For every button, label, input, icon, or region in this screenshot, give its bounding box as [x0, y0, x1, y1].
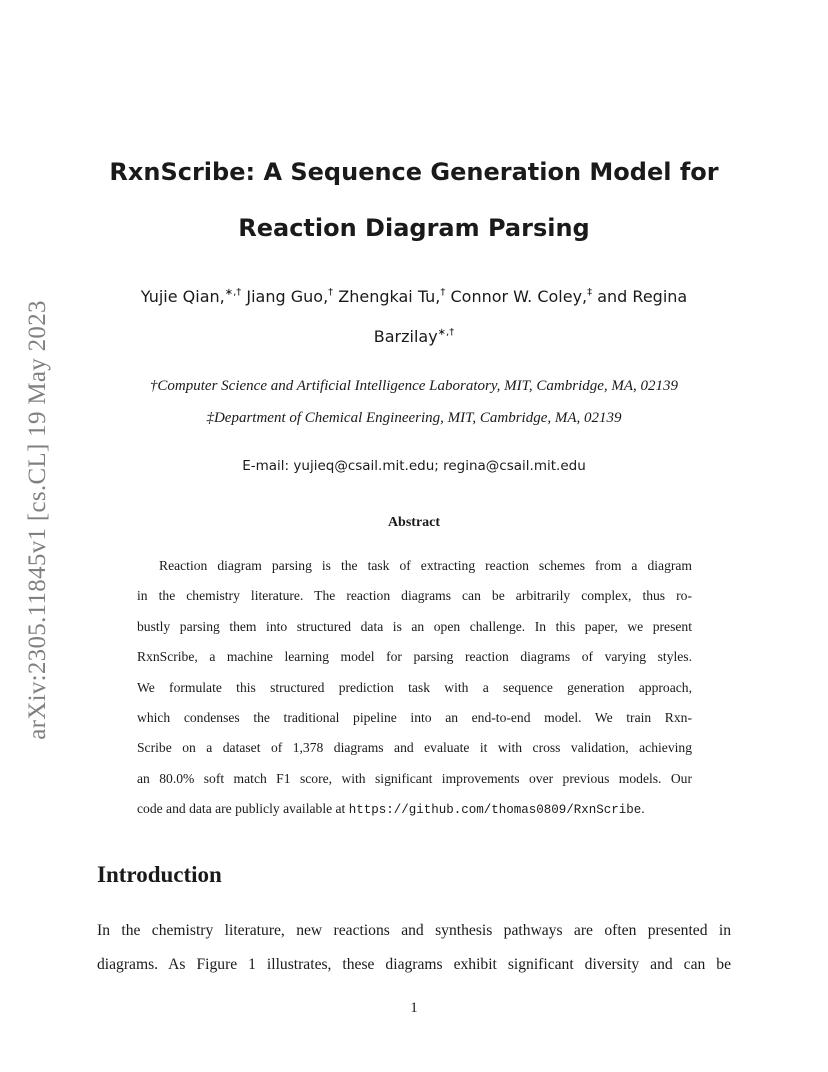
author-name: Jiang Guo, [246, 287, 329, 306]
arxiv-identifier-text: arXiv:2305.11845v1 [cs.CL] 19 May 2023 [24, 300, 51, 740]
repository-link[interactable]: https://github.com/thomas0809/RxnScribe [348, 803, 642, 818]
page-number: 1 [410, 1000, 418, 1016]
author-name: and Regina [597, 287, 688, 306]
abstract-heading: Abstract [387, 515, 441, 530]
author-affiliation-marks: ∗,† [437, 326, 455, 338]
introduction-line: In the chemistry literature, new reactions and synthesis pathways are often presented in [97, 922, 731, 939]
abstract-line: an 80.0% soft match F1 score, with significant improvements over previous models. Our [137, 770, 692, 786]
abstract-line: Scribe on a dataset of 1,378 diagrams and evaluate it with cross validation, achieving [137, 740, 692, 756]
author-name: Connor W. Coley, [450, 287, 588, 306]
abstract-line-last [137, 794, 692, 824]
author-affiliation-marks: † [328, 286, 334, 298]
abstract-line-suffix: . [641, 801, 645, 817]
paper-title-line-1: RxnScribe: A Sequence Generation Model for [109, 158, 719, 186]
author-name: Barzilay [373, 327, 438, 346]
paper-title-line-2: Reaction Diagram Parsing [238, 214, 590, 242]
abstract-line-prefix: code and data are publicly available at [137, 801, 349, 817]
abstract-line: RxnScribe, a machine learning model for parsing reaction diagrams of varying styles. [137, 649, 692, 665]
author-affiliation-marks: ∗,† [224, 286, 242, 298]
contact-email: E-mail: yujieq@csail.mit.edu; regina@csail.mit.edu [242, 458, 586, 474]
author-affiliation-marks: ‡ [587, 286, 593, 298]
affiliation-csail: †Computer Science and Artificial Intelligence Laboratory, MIT, Cambridge, MA, 02139 [149, 378, 679, 394]
author-list-line-2 [0, 327, 828, 346]
abstract-line: We formulate this structured prediction task with a sequence generation approach, [137, 679, 692, 695]
abstract-line: bustly parsing them into structured data is an open challenge. In this paper, we present [137, 618, 692, 634]
author-name: Yujie Qian, [140, 287, 225, 306]
abstract-line: Reaction diagram parsing is the task of extracting reaction schemes from a diagram [159, 558, 692, 573]
author-list-line-1 [0, 287, 828, 306]
affiliation-chemical-engineering: ‡Department of Chemical Engineering, MIT, Cambridge, MA, 02139 [206, 410, 622, 426]
abstract-body [137, 551, 692, 825]
abstract-line: which condenses the traditional pipeline into an end-to-end model. We train Rxn- [137, 709, 692, 725]
section-heading-introduction: Introduction [97, 862, 222, 887]
introduction-body [97, 914, 731, 981]
author-affiliation-marks: † [440, 286, 446, 298]
introduction-line: diagrams. As Figure 1 illustrates, these diagrams exhibit significant diversity and can be [97, 955, 731, 973]
author-name: Zhengkai Tu, [338, 287, 441, 306]
abstract-line: in the chemistry literature. The reaction diagrams can be arbitrarily complex, thus ro- [137, 588, 692, 604]
